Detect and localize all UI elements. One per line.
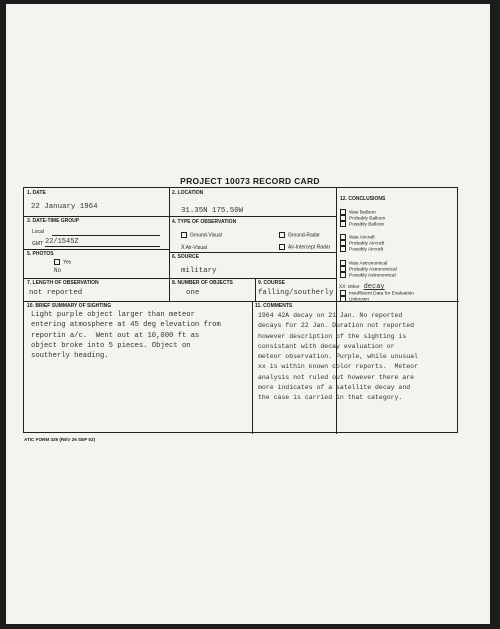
- divider: [255, 278, 256, 301]
- checkbox-icon: [340, 221, 346, 227]
- conclusion-possibly-balloon: Possibly Balloon: [340, 221, 384, 227]
- conclusion-was-balloon: Was Balloon: [340, 209, 376, 215]
- check-mark: X: [181, 244, 185, 251]
- location-label: 2. LOCATION: [172, 190, 204, 196]
- option-air-intercept-radar: Air-Intercept Radar: [279, 244, 330, 250]
- checkbox-icon: [279, 232, 285, 238]
- conclusion-probably-aircraft: Probably Aircraft: [340, 240, 384, 246]
- checkbox-icon: [340, 272, 346, 278]
- conclusions-label: 12. CONCLUSIONS: [340, 196, 386, 202]
- date-label: 1. DATE: [27, 190, 46, 196]
- local-time-line: [52, 235, 160, 236]
- source-label: 6. SOURCE: [172, 254, 199, 260]
- form-number: ATIC FORM 329 (REV 26 SEP 52): [24, 437, 96, 442]
- brief-summary-text: Light purple object larger than meteor entering atmosphere at 45 deg elevation from reportin a/c. Went out at 10,000 ft as object broke into 5 pieces. Object on southerly heading.: [31, 311, 221, 361]
- divider: [24, 216, 336, 217]
- divider: [24, 301, 459, 302]
- other-value: decay: [363, 283, 385, 291]
- conclusion-insufficient-data: Insufficient Data for Evaluation: [340, 290, 414, 296]
- local-time-label: Local: [32, 229, 44, 235]
- comments-label: 11. COMMENTS: [255, 303, 293, 309]
- photos-yes: Yes: [54, 259, 71, 265]
- checkbox-icon: [54, 259, 60, 265]
- divider: [169, 278, 170, 301]
- checkbox-icon: [340, 246, 346, 252]
- option-air-visual: XAir-Visual: [181, 244, 207, 251]
- comments-text: 1964 42A decay on 21 Jan. No reported decays for 22 Jan. Duration not reported however description of the sighting is consistant with decay evaluation or meteor observation. Purple, while unusual xx is within known color reports. Meteor analysis not ruled out however there are more indicates of a satellite decay and the case is carried in that category.: [258, 312, 418, 402]
- course-value: falling/southerly: [258, 289, 334, 297]
- length-of-observation-label: 7. LENGTH OF OBSERVATION: [27, 280, 99, 286]
- checkbox-icon: [279, 244, 285, 250]
- option-ground-radar: Ground-Radar: [279, 232, 320, 238]
- length-of-observation-value: not reported: [29, 289, 83, 297]
- number-of-objects-value: one: [186, 289, 200, 297]
- divider: [169, 188, 170, 278]
- record-card: [23, 187, 458, 433]
- photos-label: 5. PHOTOS: [27, 251, 54, 257]
- conclusion-probably-balloon: Probably Balloon: [340, 215, 385, 221]
- checkbox-icon: [340, 296, 346, 302]
- location-value: 31.35N 175.50W: [181, 207, 244, 215]
- photos-no: No: [54, 267, 62, 274]
- source-value: military: [181, 267, 217, 275]
- conclusion-was-astronomical: Was Astronomical: [340, 260, 387, 266]
- option-ground-visual: Ground-Visual: [181, 232, 222, 238]
- checkbox-icon: [181, 232, 187, 238]
- conclusion-was-aircraft: Was Aircraft: [340, 234, 375, 240]
- conclusion-probably-astronomical: Probably Astronomical: [340, 266, 397, 272]
- conclusion-other: XX Other decay: [339, 283, 385, 291]
- divider: [24, 249, 169, 250]
- check-mark: XX: [339, 283, 346, 290]
- gmt-line: [45, 246, 160, 247]
- brief-summary-label: 10. BRIEF SUMMARY OF SIGHTING: [27, 303, 112, 309]
- divider: [252, 301, 253, 434]
- conclusion-possibly-astronomical: Possibly Astronomical: [340, 272, 396, 278]
- type-of-observation-label: 4. TYPE OF OBSERVATION: [172, 219, 237, 225]
- date-value: 22 January 1964: [31, 203, 98, 211]
- course-label: 9. COURSE: [258, 280, 285, 286]
- gmt-label: GMT: [32, 241, 44, 247]
- gmt-value: 22/1545Z: [45, 238, 79, 246]
- number-of-objects-label: 8. NUMBER OF OBJECTS: [172, 280, 233, 286]
- divider: [24, 278, 336, 279]
- conclusion-possibly-aircraft: Possibly Aircraft: [340, 246, 383, 252]
- divider: [169, 252, 336, 253]
- card-title: PROJECT 10073 RECORD CARD: [180, 176, 320, 186]
- conclusion-unknown: Unknown: [340, 296, 369, 302]
- datetime-group-label: 3. DATE-TIME GROUP: [27, 218, 80, 224]
